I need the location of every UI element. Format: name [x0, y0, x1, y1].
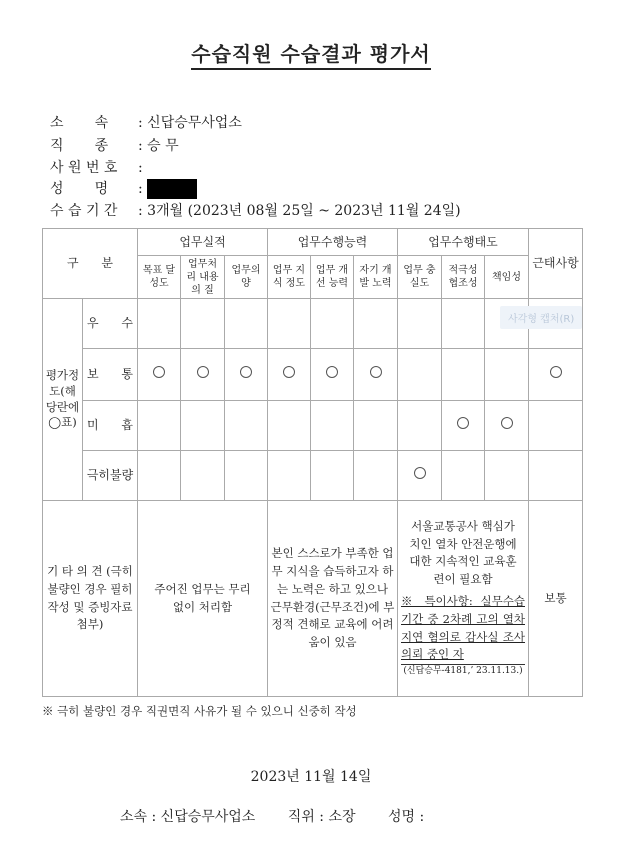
- column-header: 업무 개선 능력: [311, 256, 354, 299]
- rating-cell[interactable]: [311, 451, 354, 501]
- rating-cell[interactable]: [529, 451, 583, 501]
- circle-mark-icon: [283, 366, 295, 378]
- opinion-attitude: [398, 501, 529, 697]
- special-note: ※ 특이사항: 실무수습 기간 중 2차례 고의 열차지연 혐의로 감사실 조사 의뢰 중인 자: [401, 594, 525, 662]
- rating-label: 우 수: [83, 299, 138, 349]
- signature-dept: 소속 : 신답승무사업소: [120, 809, 256, 825]
- rating-cell[interactable]: [354, 349, 398, 401]
- rating-cell[interactable]: [268, 349, 311, 401]
- rating-group-label: 평가정도(해당란에 ◯표): [43, 299, 83, 501]
- evaluation-table: [42, 228, 583, 697]
- rating-cell[interactable]: [181, 299, 225, 349]
- rating-cell[interactable]: [138, 299, 181, 349]
- rating-cell[interactable]: [181, 401, 225, 451]
- column-header: 업무처리 내용의 질: [181, 256, 225, 299]
- rating-cell[interactable]: [442, 401, 485, 451]
- rating-cell[interactable]: [485, 451, 529, 501]
- column-header: 적극성 협조성: [442, 256, 485, 299]
- info-job-type: 직 종 : 승 무: [50, 138, 179, 154]
- signature-name: 성명 :: [387, 809, 425, 825]
- rating-label: 미 흡: [83, 401, 138, 451]
- rating-cell[interactable]: [398, 299, 442, 349]
- rating-cell[interactable]: [268, 401, 311, 451]
- rating-cell[interactable]: [311, 401, 354, 451]
- rating-label: 보 통: [83, 349, 138, 401]
- header-group-attitude: 업무수행태도: [398, 229, 529, 256]
- info-affiliation: 소 속 : 신답승무사업소: [50, 115, 242, 131]
- column-header: 업무 충실도: [398, 256, 442, 299]
- rating-cell[interactable]: [311, 299, 354, 349]
- info-employee-number: 사 원 번 호 :: [50, 160, 143, 176]
- rating-cell[interactable]: [138, 401, 181, 451]
- footnote: ※ 극히 불량인 경우 직권면직 사유가 될 수 있으니 신중히 작성: [42, 704, 357, 718]
- rating-cell[interactable]: [485, 349, 529, 401]
- info-period: 수 습 기 간 : 3개월 (2023년 08월 25일 ~ 2023년 11월 24일): [50, 203, 461, 219]
- rating-cell[interactable]: [442, 451, 485, 501]
- rating-cell[interactable]: [398, 401, 442, 451]
- rating-row: [43, 401, 583, 451]
- rating-cell[interactable]: [225, 451, 268, 501]
- signature-line: [120, 806, 452, 826]
- rating-cell[interactable]: [529, 349, 583, 401]
- signature-position: 직위 : 소장: [287, 809, 356, 825]
- rating-cell[interactable]: [311, 349, 354, 401]
- column-header: 자기 개발 노력: [354, 256, 398, 299]
- column-header: 목표 달성도: [138, 256, 181, 299]
- reference: (신답승무-4181,’ 23.11.13.): [401, 664, 525, 679]
- circle-mark-icon: [370, 366, 382, 378]
- rating-cell[interactable]: [138, 451, 181, 501]
- rating-cell[interactable]: [225, 401, 268, 451]
- header-group-ability: 업무수행능력: [268, 229, 398, 256]
- document-title: 수습직원 수습결과 평가서: [0, 38, 622, 67]
- rating-cell[interactable]: [354, 451, 398, 501]
- rating-row: [43, 349, 583, 401]
- info-name: 성 명 :: [50, 178, 197, 199]
- rating-cell[interactable]: [398, 349, 442, 401]
- column-header: 업무 지식 정도: [268, 256, 311, 299]
- rating-cell[interactable]: [529, 401, 583, 451]
- circle-mark-icon: [197, 366, 209, 378]
- column-header: 책임성: [485, 256, 529, 299]
- rating-label: 극히불량: [83, 451, 138, 501]
- redacted-name: [147, 179, 197, 199]
- rating-cell[interactable]: [181, 349, 225, 401]
- rating-cell[interactable]: [225, 349, 268, 401]
- rating-cell[interactable]: [398, 451, 442, 501]
- rating-cell[interactable]: [354, 401, 398, 451]
- document-date: 2023년 11월 14일: [250, 769, 372, 785]
- opinion-attendance: 보통: [529, 501, 583, 697]
- circle-mark-icon: [501, 417, 513, 429]
- header-gubun: 구 분: [43, 229, 138, 299]
- rating-cell[interactable]: [268, 451, 311, 501]
- rating-cell[interactable]: [442, 299, 485, 349]
- circle-mark-icon: [240, 366, 252, 378]
- rating-row: [43, 451, 583, 501]
- header-group-performance: 업무실적: [138, 229, 268, 256]
- opinion-attitude-text: 서울교통공사 핵심가치인 열차 안전운행에 대한 지속적인 교육훈련이 필요함: [409, 518, 517, 587]
- column-header: 업무의 양: [225, 256, 268, 299]
- opinion-performance: 주어진 업무는 무리없이 처리함: [138, 501, 268, 697]
- circle-mark-icon: [457, 417, 469, 429]
- header-attendance: 근태사항: [529, 229, 583, 299]
- rating-cell[interactable]: [138, 349, 181, 401]
- circle-mark-icon: [153, 366, 165, 378]
- rating-cell[interactable]: [181, 451, 225, 501]
- rating-cell[interactable]: [268, 299, 311, 349]
- opinion-ability: 본인 스스로가 부족한 업무 지식을 습득하고자 하는 노력은 하고 있으나 근무환경(근무조건)에 부정적 견해로 교육에 어려움이 있음: [268, 501, 398, 697]
- circle-mark-icon: [550, 366, 562, 378]
- rating-cell[interactable]: [354, 299, 398, 349]
- circle-mark-icon: [414, 467, 426, 479]
- circle-mark-icon: [326, 366, 338, 378]
- capture-overlay-button[interactable]: 사각형 캡처(R): [500, 306, 582, 329]
- rating-cell[interactable]: [485, 401, 529, 451]
- rating-cell[interactable]: [225, 299, 268, 349]
- opinion-label: 기 타 의 견 (극히불량인 경우 필히 작성 및 증빙자료 첨부): [43, 501, 138, 697]
- rating-cell[interactable]: [442, 349, 485, 401]
